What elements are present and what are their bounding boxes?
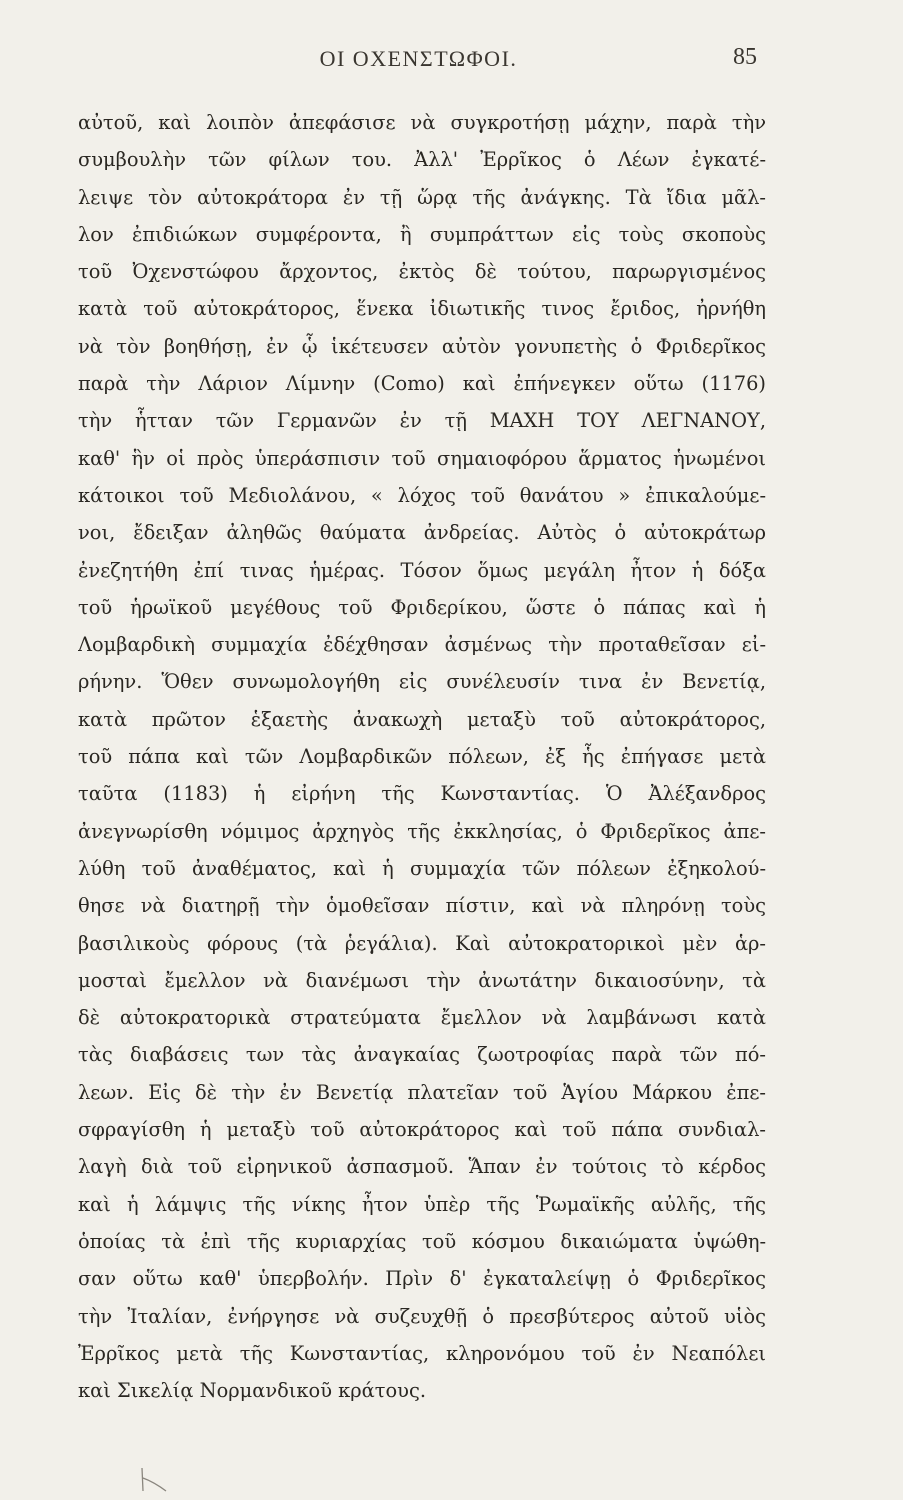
text-line: συμβουλὴν τῶν φίλων του. Ἀλλ' Ἐρρῖκος ὁ Λέων ἐγκατέ- xyxy=(78,148,766,172)
running-title: ΟΙ ΟΧΕΝΣΤΩΦΟΙ. xyxy=(319,46,518,71)
text-line: ταῦτα (1183) ἡ εἰρήνη τῆς Κωνσταντίας. Ὁ Ἀλέξανδρος xyxy=(78,782,766,806)
text-line: βασιλικοὺς φόρους (τὰ ῥεγάλια). Καὶ αὐτοκρατορικοὶ μὲν ἁρ- xyxy=(78,931,766,955)
text-line: τὴν ἧτταν τῶν Γερμανῶν ἐν τῇ ΜΑΧΗ ΤΟΥ ΛΕΓΝΑΝΟΥ, xyxy=(78,409,766,433)
text-line: λύθη τοῦ ἀναθέματος, καὶ ἡ συμμαχία τῶν πόλεων ἐξηκολού- xyxy=(78,856,766,880)
text-line: κατὰ πρῶτον ἑξαετὴς ἀνακωχὴ μεταξὺ τοῦ αὐτοκράτορος, xyxy=(78,707,766,731)
text-line: σαν οὕτω καθ' ὑπερβολήν. Πρὶν δ' ἐγκαταλείψῃ ὁ Φριδερῖκος xyxy=(78,1267,766,1291)
text-line: ἀνεγνωρίσθη νόμιμος ἀρχηγὸς τῆς ἐκκλησίας, ὁ Φριδερῖκος ἀπε- xyxy=(78,819,766,843)
text-line: κάτοικοι τοῦ Μεδιολάνου, « λόχος τοῦ θανάτου » ἐπικαλούμε- xyxy=(78,483,766,507)
text-line: καὶ ἡ λάμψις τῆς νίκης ἦτον ὑπὲρ τῆς Ῥωμαϊκῆς αὐλῆς, τῆς xyxy=(78,1192,766,1216)
text-line: μοσταὶ ἔμελλον νὰ διανέμωσι τὴν ἀνωτάτην δικαιοσύνην, τὰ xyxy=(78,968,766,992)
text-line: νοι, ἔδειξαν ἀληθῶς θαύματα ἀνδρείας. Αὐτὸς ὁ αὐτοκράτωρ xyxy=(78,521,766,545)
text-line: Λομβαρδικὴ συμμαχία ἐδέχθησαν ἀσμένως τὴν προταθεῖσαν εἰ- xyxy=(78,633,766,657)
text-line: τὰς διαβάσεις των τὰς ἀναγκαίας ζωοτροφίας παρὰ τῶν πό- xyxy=(78,1043,766,1067)
page-number: 85 xyxy=(733,44,757,70)
text-line: ὁποίας τὰ ἐπὶ τῆς κυριαρχίας τοῦ κόσμου δικαιώματα ὑψώθη- xyxy=(78,1229,766,1253)
text-line: Ἐρρῖκος μετὰ τῆς Κωνσταντίας, κληρονόμου τοῦ ἐν Νεαπόλει xyxy=(78,1341,766,1365)
text-line: λειψε τὸν αὐτοκράτορα ἐν τῇ ὥρᾳ τῆς ἀνάγκης. Τὰ ἴδια μᾶλ- xyxy=(78,185,766,209)
text-line: παρὰ τὴν Λάριον Λίμνην (Como) καὶ ἐπήνεγκεν οὕτω (1176) xyxy=(78,372,766,396)
text-line: τοῦ ἡρωϊκοῦ μεγέθους τοῦ Φριδερίκου, ὥστε ὁ πάπας καὶ ἡ xyxy=(78,595,766,619)
text-line: ρήνην. Ὅθεν συνωμολογήθη εἰς συνέλευσίν τινα ἐν Βενετίᾳ, xyxy=(78,670,766,694)
text-line: τοῦ Ὀχενστώφου ἄρχοντος, ἐκτὸς δὲ τούτου, παρωργισμένος xyxy=(78,260,766,284)
text-line: κατὰ τοῦ αὐτοκράτορος, ἕνεκα ἰδιωτικῆς τινος ἔριδος, ἠρνήθη xyxy=(78,297,766,321)
text-line: λεων. Εἰς δὲ τὴν ἐν Βενετίᾳ πλατεῖαν τοῦ Ἁγίου Μάρκου ἐπε- xyxy=(78,1080,766,1104)
text-line: ἐνεζητήθη ἐπί τινας ἡμέρας. Τόσον ὅμως μεγάλη ἦτον ἡ δόξα xyxy=(78,558,766,582)
text-line: θησε νὰ διατηρῇ τὴν ὁμοθεῖσαν πίστιν, καὶ νὰ πληρόνῃ τοὺς xyxy=(78,894,766,918)
text-line: δὲ αὐτοκρατορικὰ στρατεύματα ἔμελλον νὰ λαμβάνωσι κατὰ xyxy=(78,1006,766,1030)
text-line: αὐτοῦ, καὶ λοιπὸν ἀπεφάσισε νὰ συγκροτήσῃ μάχην, παρὰ τὴν xyxy=(78,111,766,134)
text-line: σφραγίσθη ἡ μεταξὺ τοῦ αὐτοκράτορος καὶ τοῦ πάπα συνδιαλ- xyxy=(78,1118,766,1142)
text-line: καὶ Σικελίᾳ Νορμανδικοῦ κράτους. xyxy=(78,1379,426,1403)
text-line: τοῦ πάπα καὶ τῶν Λομβαρδικῶν πόλεων, ἐξ ἧς ἐπήγασε μετὰ xyxy=(78,745,766,769)
text-line: καθ' ἣν οἱ πρὸς ὑπεράσπισιν τοῦ σημαιοφόρου ἅρματος ἡνωμένοι xyxy=(78,446,766,470)
text-line: τὴν Ἰταλίαν, ἐνήργησε νὰ συζευχθῇ ὁ πρεσβύτερος αὐτοῦ υἱὸς xyxy=(78,1304,766,1328)
body-text xyxy=(78,104,766,1409)
text-line: νὰ τὸν βοηθήσῃ, ἐν ᾧ ἱκέτευσεν αὐτὸν γονυπετὴς ὁ Φριδερῖκος xyxy=(78,334,766,358)
pencil-mark xyxy=(140,1466,168,1492)
running-head xyxy=(80,40,757,84)
text-line: λαγὴ διὰ τοῦ εἰρηνικοῦ ἀσπασμοῦ. Ἅπαν ἐν τούτοις τὸ κέρδος xyxy=(78,1155,766,1179)
text-line: λον ἐπιδιώκων συμφέροντα, ἢ συμπράττων εἰς τοὺς σκοποὺς xyxy=(78,222,766,246)
